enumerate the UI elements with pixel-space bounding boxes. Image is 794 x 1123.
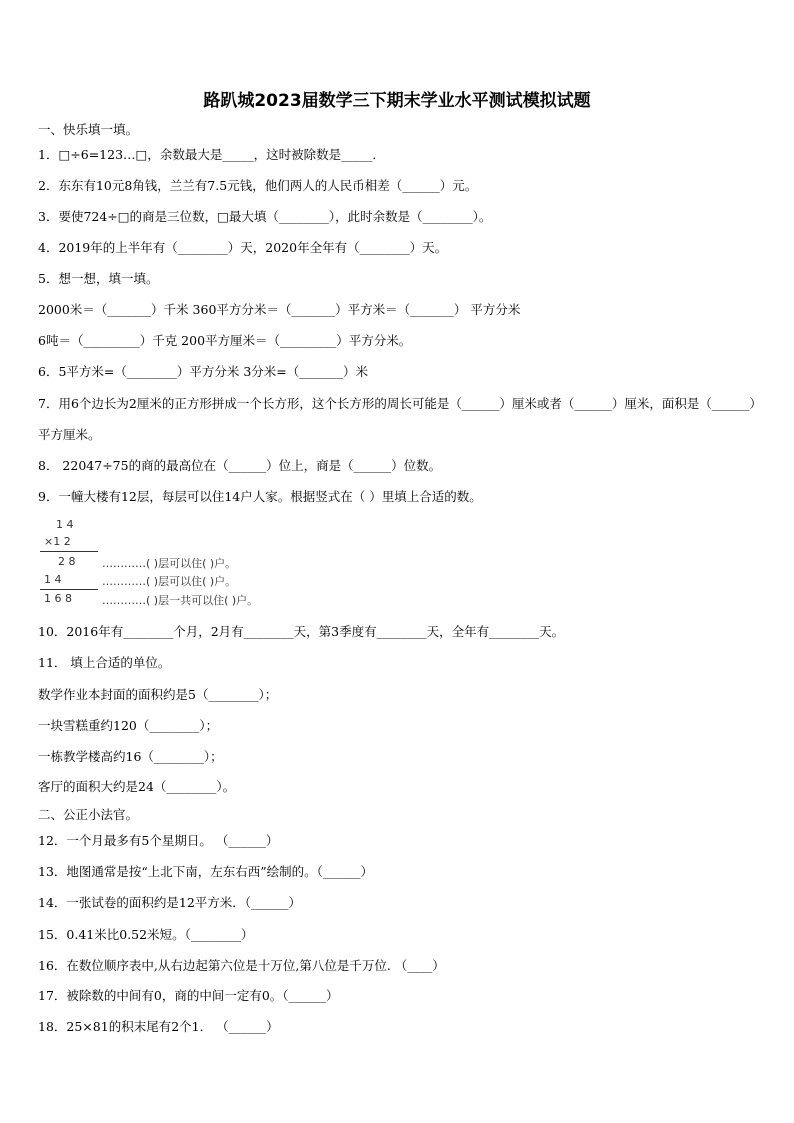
calc-rule-top (40, 551, 98, 552)
question-13: 13．地图通常是按“上北下南，左东右西”绘制的。（______） (38, 864, 373, 879)
question-11-c: 一栋教学楼高约16（________）； (38, 749, 223, 764)
question-11: 11． 填上合适的单位。 (38, 655, 171, 670)
question-10: 10．2016年有________个月，2月有________天，第3季度有________天，全年有________天。 (38, 624, 565, 639)
calc-note-3: …………( )层一共可以住( )户。 (102, 594, 259, 607)
calc-row-multiplier: ×1 2 (44, 535, 71, 548)
question-6: 6．5平方米=（________）平方分米 3分米=（_______）米 (38, 364, 369, 379)
question-18: 18．25×81的积末尾有2个1． （______） (38, 1019, 279, 1034)
question-5-line-b: 6吨＝（_________）千克 200平方厘米＝（_________）平方分米。 (38, 333, 412, 348)
calc-row-product: 1 6 8 (44, 592, 72, 605)
question-11-b: 一块雪糕重约120（________）； (38, 718, 219, 733)
question-12: 12．一个月最多有5个星期日。 （______） (38, 833, 279, 848)
question-4: 4．2019年的上半年有（________）天，2020年全年有（________）天。 (38, 240, 448, 255)
question-15: 15．0.41米比0.52米短。（________） (38, 927, 254, 942)
section-heading-1: 一、快乐填一填。 (38, 122, 139, 137)
section-heading-2: 二、公正小法官。 (38, 807, 139, 822)
page-title: 路趴城2023届数学三下期末学业水平测试模拟试题 (203, 91, 591, 111)
question-3: 3．要使724÷□的商是三位数，□最大填（________），此时余数是（________）。 (38, 209, 492, 224)
calc-row-multiplicand: 1 4 (56, 518, 74, 531)
question-16: 16．在数位顺序表中,从右边起第六位是十万位,第八位是千万位. （____） (38, 958, 445, 973)
vertical-multiplication (38, 518, 378, 610)
question-2: 2．东东有10元8角钱，兰兰有7.5元钱，他们两人的人民币相差（______）元。 (38, 178, 478, 193)
question-1: 1．□÷6=123…□，余数最大是_____，这时被除数是_____． (38, 147, 385, 162)
question-5-line-a: 2000米＝（_______）千米 360平方分米＝（_______）平方米＝（_______） 平方分米 (38, 302, 521, 317)
calc-row-partial-1: 2 8 (58, 555, 76, 568)
question-11-d: 客厅的面积大约是24（________）。 (38, 779, 236, 794)
calc-row-partial-2: 1 4 (44, 573, 62, 586)
question-11-a: 数学作业本封面的面积约是5（________）； (38, 687, 278, 702)
question-9: 9．一幢大楼有12层，每层可以住14户人家。根据竖式在（ ）里填上合适的数。 (38, 489, 482, 504)
question-14: 14．一张试卷的面积约是12平方米．（______） (38, 895, 302, 910)
calc-rule-bottom (40, 589, 98, 590)
question-8: 8． 22047÷75的商的最高位在（______）位上，商是（______）位数。 (38, 458, 442, 473)
question-7: 7．用6个边长为2厘米的正方形拼成一个长方形，这个长方形的周长可能是（______）厘米或者（______）厘米，面积是（______）平方厘米。 (38, 396, 756, 442)
calc-note-2: …………( )层可以住( )户。 (102, 575, 237, 588)
calc-note-1: …………( )层可以住( )户。 (102, 557, 237, 570)
question-17: 17．被除数的中间有0，商的中间一定有0。（______） (38, 988, 339, 1003)
question-5: 5．想一想，填一填。 (38, 271, 159, 286)
